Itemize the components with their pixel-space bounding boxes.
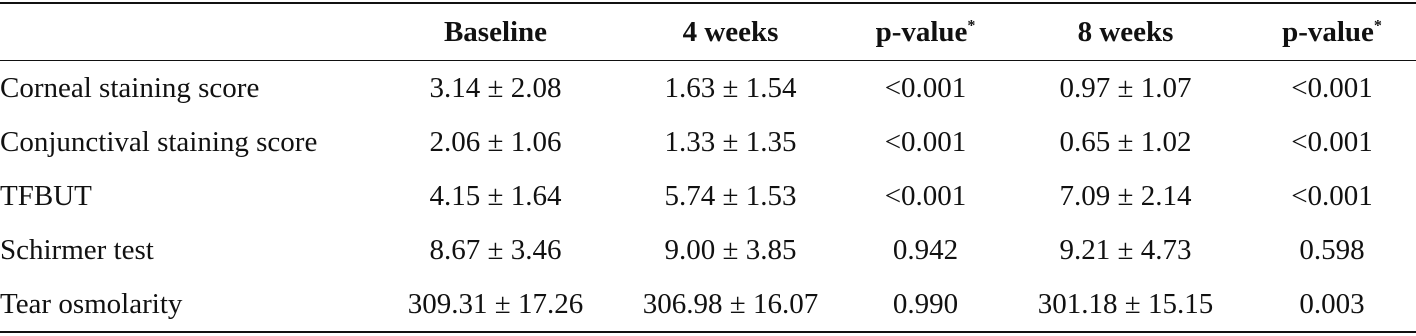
table-cell: 9.21 ± 4.73 — [1059, 233, 1192, 266]
footnote-marker: * — [1373, 16, 1382, 34]
table-cell: 301.18 ± 15.15 — [1037, 287, 1214, 320]
header-row — [0, 3, 1416, 61]
table-body — [0, 61, 1416, 333]
table-cell: <0.001 — [1291, 71, 1373, 104]
header-cell-p-value-8-weeks: p-value* — [1282, 15, 1382, 48]
table-row — [0, 61, 1416, 116]
row-label: TFBUT — [0, 179, 92, 212]
row-label: Schirmer test — [0, 233, 154, 266]
table-cell: 309.31 ± 17.26 — [407, 287, 584, 320]
table-cell: <0.001 — [884, 125, 967, 158]
table-cell: 4.15 ± 1.64 — [429, 179, 562, 212]
table-cell: 0.65 ± 1.02 — [1059, 125, 1192, 158]
table-row — [0, 169, 1416, 223]
table-cell: 3.14 ± 2.08 — [429, 71, 562, 104]
row-label: Corneal staining score — [0, 71, 260, 104]
table-cell: <0.001 — [884, 71, 967, 104]
table-cell: 5.74 ± 1.53 — [664, 179, 797, 212]
table-cell: 0.598 — [1299, 233, 1365, 266]
table-cell: <0.001 — [1291, 125, 1373, 158]
table-cell: 8.67 ± 3.46 — [429, 233, 562, 266]
table-cell: 1.33 ± 1.35 — [664, 125, 797, 158]
table-cell: 0.990 — [892, 287, 959, 320]
header-cell-empty — [0, 3, 378, 61]
table-cell: 1.63 ± 1.54 — [664, 71, 797, 104]
table-cell: <0.001 — [884, 179, 967, 212]
header-cell-p-value-4-weeks: p-value* — [875, 15, 976, 48]
table-cell: 0.942 — [892, 233, 959, 266]
table-cell: 0.003 — [1299, 287, 1365, 320]
table-cell: 0.97 ± 1.07 — [1059, 71, 1192, 104]
table-row — [0, 223, 1416, 277]
table-cell: 9.00 ± 3.85 — [664, 233, 797, 266]
results-table — [0, 2, 1416, 333]
table-cell: 306.98 ± 16.07 — [642, 287, 819, 320]
table-row — [0, 115, 1416, 169]
table-cell: 2.06 ± 1.06 — [429, 125, 562, 158]
footnote-marker: * — [967, 16, 976, 34]
header-cell-8-weeks: 8 weeks — [1077, 15, 1174, 48]
table-cell: 7.09 ± 2.14 — [1059, 179, 1192, 212]
header-cell-baseline: Baseline — [443, 15, 548, 48]
row-label: Tear osmolarity — [0, 287, 183, 320]
header-cell-4-weeks: 4 weeks — [682, 15, 779, 48]
table-header — [0, 3, 1416, 61]
table-row — [0, 277, 1416, 332]
row-label: Conjunctival staining score — [0, 125, 318, 158]
table-cell: <0.001 — [1291, 179, 1373, 212]
